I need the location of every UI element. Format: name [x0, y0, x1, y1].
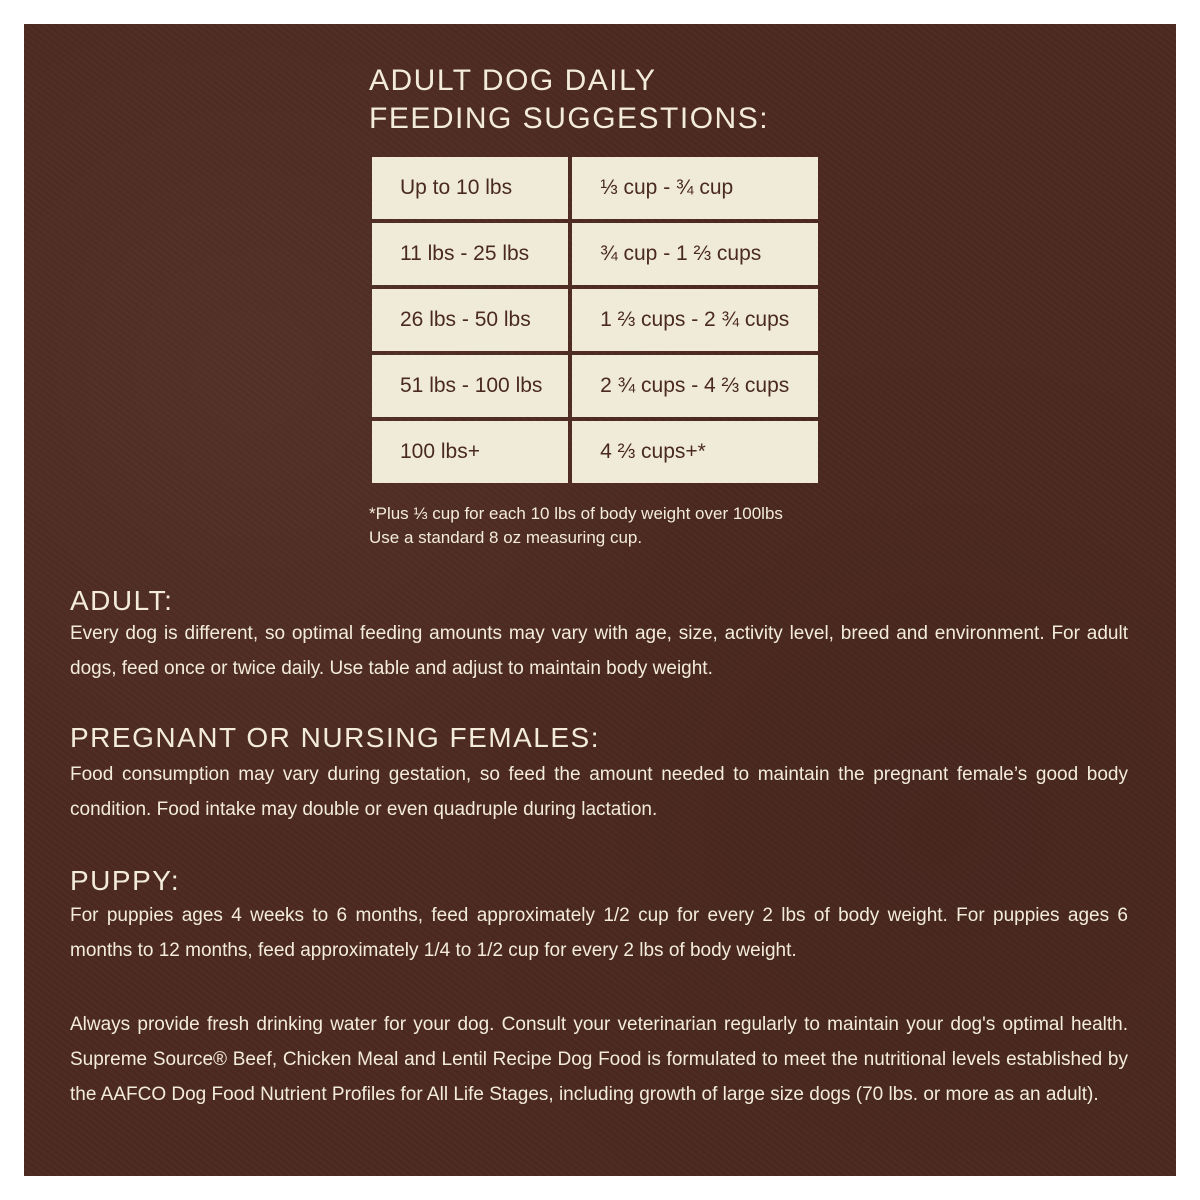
weight-cell: 100 lbs+ — [372, 421, 568, 483]
puppy-text: For puppies ages 4 weeks to 6 months, feed approximately 1/2 cup for every 2 lbs of body weight. For puppies ages 6 months to 12 months, feed approximately 1/4 to 1/2 cup for every 2 lbs of body weight. — [70, 905, 1128, 961]
feeding-table — [368, 153, 822, 487]
table-row — [372, 223, 818, 285]
closing-text: Always provide fresh drinking water for your dog. Consult your veterinarian regularly to maintain your dog's optimal health. Supreme Source® Beef, Chicken Meal and Lentil Recipe Dog Food is formulated to meet the nutritional levels established by the AAFCO Dog Food Nutrient Profiles for All Life Stages, including growth of large size dogs (70 lbs. or more as an adult). — [70, 1014, 1128, 1105]
amount-cell: ¾ cup - 1 ⅔ cups — [572, 223, 818, 285]
amount-cell: ⅓ cup - ¾ cup — [572, 157, 818, 219]
pregnant-text: Food consumption may vary during gestation, so feed the amount needed to maintain the pregnant female’s good body condition. Food intake may double or even quadruple during lactation. — [70, 764, 1128, 820]
table-row — [372, 289, 818, 351]
feeding-title-line1: ADULT DOG DAILY — [369, 64, 657, 97]
table-row — [372, 157, 818, 219]
table-row — [372, 355, 818, 417]
adult-text: Every dog is different, so optimal feeding amounts may vary with age, size, activity level, breed and environment. For adult dogs, feed once or twice daily. Use table and adjust to maintain body weight. — [70, 623, 1128, 679]
adult-heading: ADULT: — [70, 585, 174, 616]
amount-cell: 4 ⅔ cups+* — [572, 421, 818, 483]
feeding-guide-panel — [24, 24, 1176, 1176]
footnote-line1: *Plus ⅓ cup for each 10 lbs of body weight over 100lbs — [369, 504, 783, 523]
table-row — [372, 421, 818, 483]
weight-cell: 51 lbs - 100 lbs — [372, 355, 568, 417]
pregnant-heading: PREGNANT OR NURSING FEMALES: — [70, 722, 601, 753]
puppy-heading: PUPPY: — [70, 865, 181, 896]
table-footnote — [369, 502, 1009, 550]
feeding-title — [369, 62, 969, 138]
amount-cell: 1 ⅔ cups - 2 ¾ cups — [572, 289, 818, 351]
feeding-title-line2: FEEDING SUGGESTIONS: — [369, 102, 770, 135]
weight-cell: Up to 10 lbs — [372, 157, 568, 219]
footnote-line2: Use a standard 8 oz measuring cup. — [369, 528, 643, 547]
weight-cell: 11 lbs - 25 lbs — [372, 223, 568, 285]
amount-cell: 2 ¾ cups - 4 ⅔ cups — [572, 355, 818, 417]
weight-cell: 26 lbs - 50 lbs — [372, 289, 568, 351]
